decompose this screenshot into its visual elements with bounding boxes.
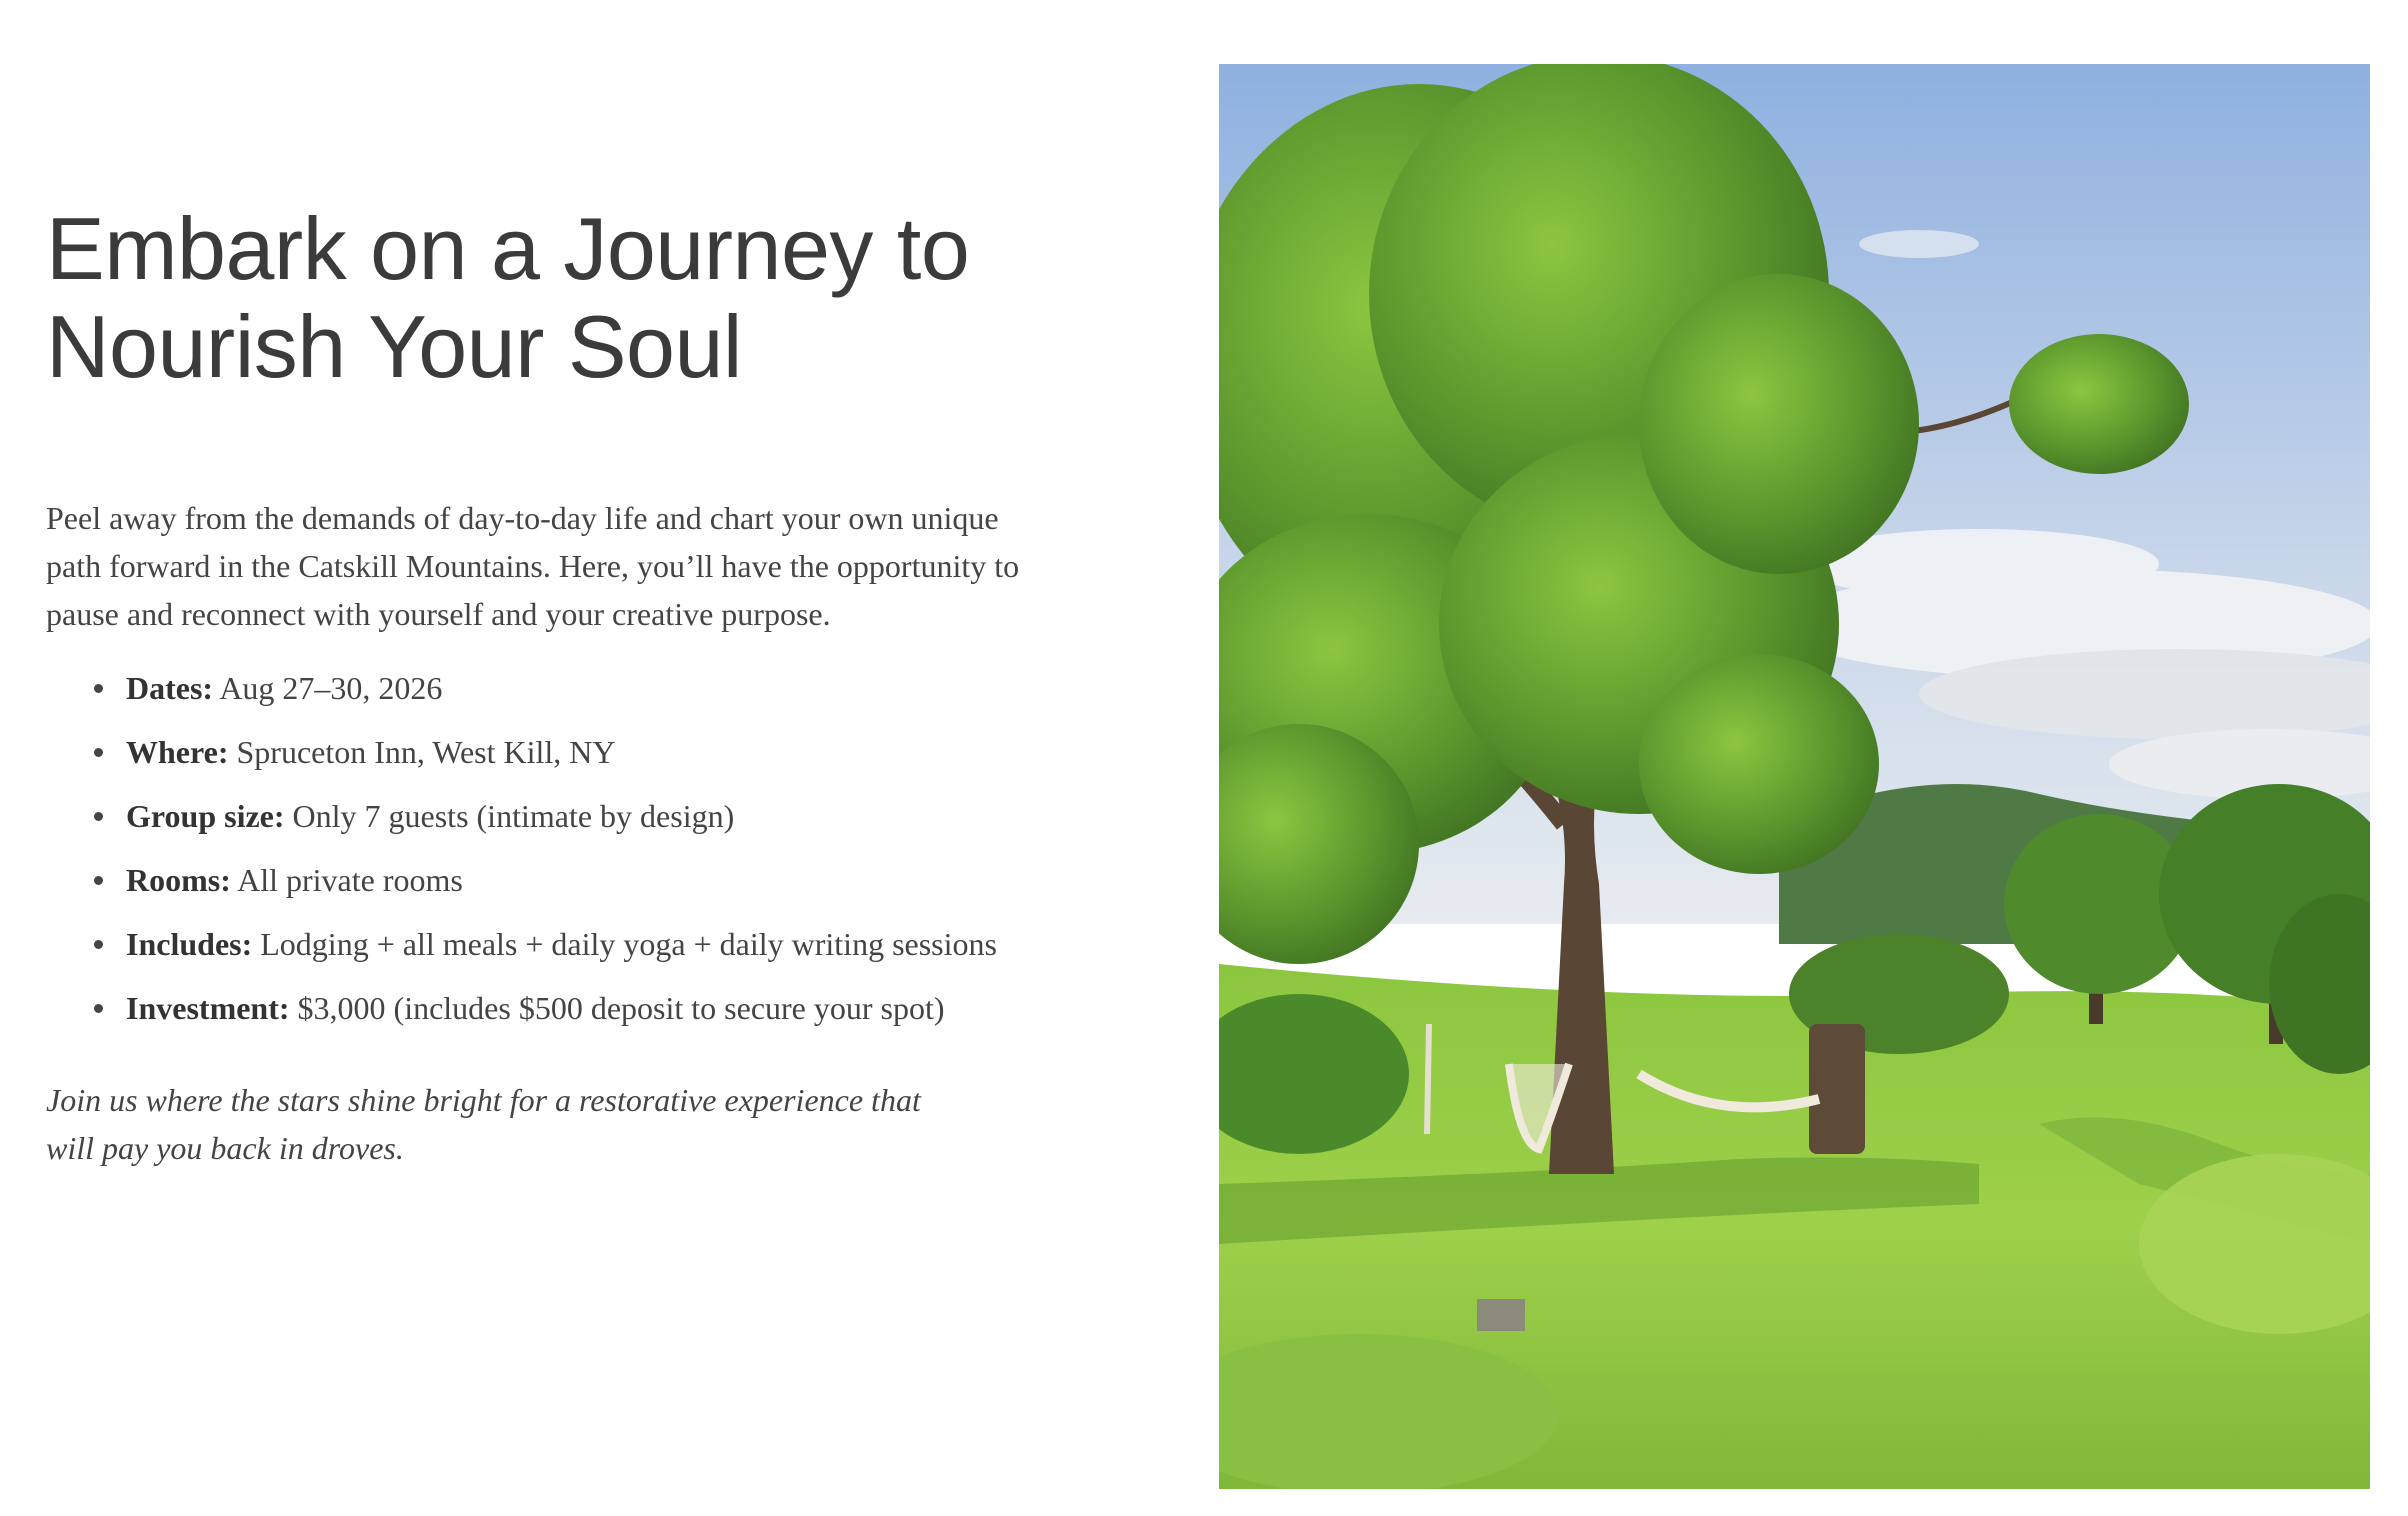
- detail-value: Only 7 guests (intimate by design): [292, 798, 735, 834]
- closing-tagline: Join us where the stars shine bright for a restorative experience that will pay you back in droves.: [46, 1082, 921, 1166]
- meadow-photo: [1219, 64, 2370, 1489]
- meadow-illustration: [1219, 64, 2370, 1489]
- detail-dates: [126, 664, 1026, 712]
- detail-rooms: [126, 856, 1026, 904]
- detail-investment: [126, 984, 1026, 1032]
- page-title: [46, 200, 1046, 396]
- detail-label: Dates:: [126, 670, 214, 706]
- detail-value: All private rooms: [237, 862, 463, 898]
- retreat-details-list: [46, 664, 1026, 1032]
- tree-stump: [1809, 1024, 1865, 1154]
- detail-label: Where:: [126, 734, 229, 770]
- sign-post: [1477, 1299, 1525, 1331]
- detail-label: Group size:: [126, 798, 285, 834]
- detail-label: Investment:: [126, 990, 290, 1026]
- detail-where: [126, 728, 1026, 776]
- detail-label: Rooms:: [126, 862, 231, 898]
- detail-value: $3,000 (includes $500 deposit to secure your spot): [297, 990, 945, 1026]
- title-line-2: Nourish Your Soul: [46, 297, 742, 396]
- intro-paragraph: Peel away from the demands of day-to-day life and chart your own unique path forward in the Catskill Mountains. Here, you’ll have the opportunity to pause and reconnect with yourself and your creative purpose.: [46, 500, 1020, 632]
- detail-value: Spruceton Inn, West Kill, NY: [236, 734, 616, 770]
- retreat-info: [46, 200, 1046, 1172]
- detail-label: Includes:: [126, 926, 253, 962]
- detail-value: Lodging + all meals + daily yoga + daily writing sessions: [260, 926, 997, 962]
- detail-includes: [126, 920, 1026, 968]
- detail-group-size: [126, 792, 1026, 840]
- detail-value: Aug 27–30, 2026: [219, 670, 443, 706]
- title-line-1: Embark on a Journey to: [46, 199, 970, 298]
